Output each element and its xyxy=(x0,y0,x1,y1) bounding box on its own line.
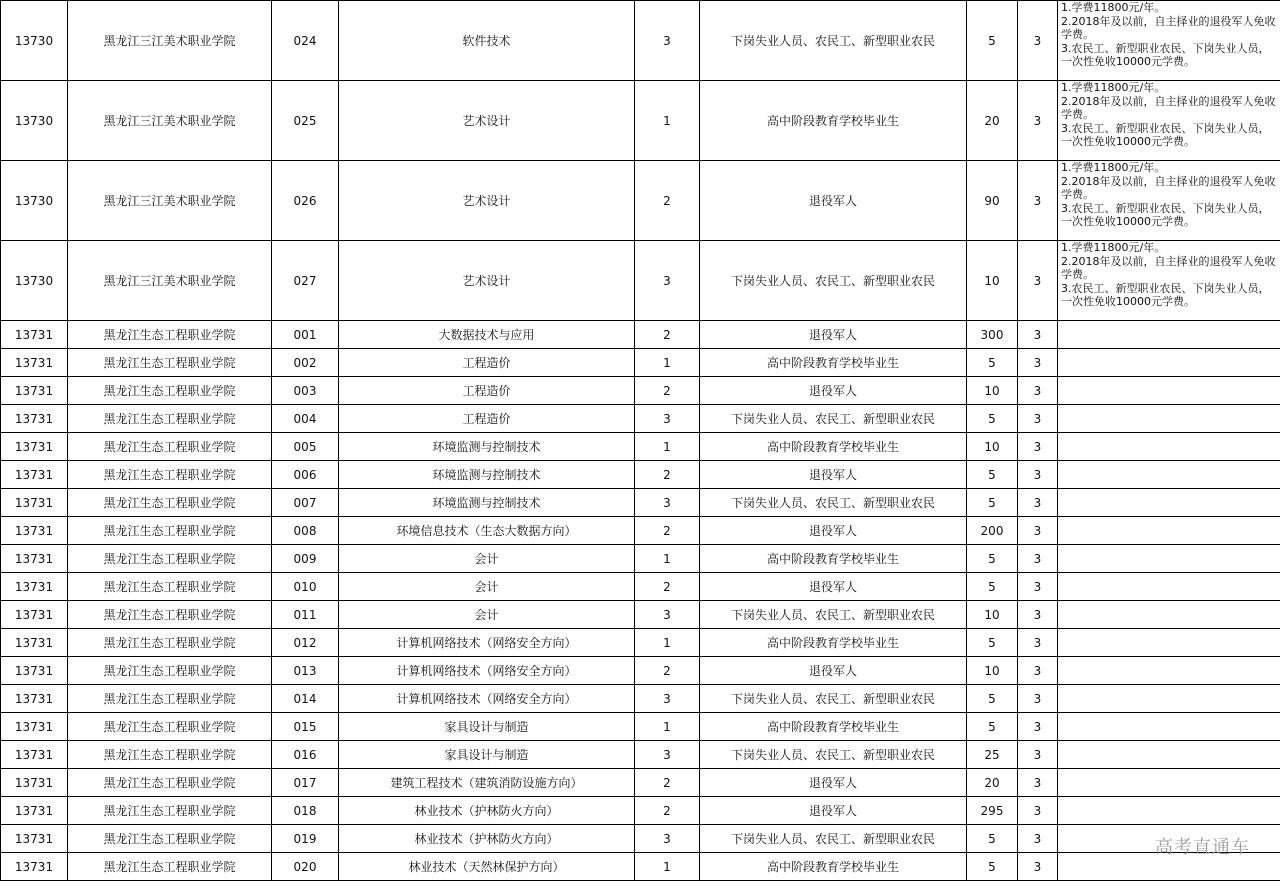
major-name-cell: 会计 xyxy=(339,601,635,629)
duration-cell: 3 xyxy=(1018,349,1058,377)
remarks-cell xyxy=(1058,461,1280,489)
category-cell: 2 xyxy=(635,769,700,797)
remarks-cell xyxy=(1058,713,1280,741)
major-name-cell: 环境监测与控制技术 xyxy=(339,461,635,489)
plan-count-cell: 300 xyxy=(967,321,1018,349)
program-number-cell: 013 xyxy=(272,657,339,685)
major-name-cell: 计算机网络技术（网络安全方向） xyxy=(339,657,635,685)
remark-line: 1.学费11800元/年。 xyxy=(1061,161,1166,174)
duration-cell: 3 xyxy=(1018,741,1058,769)
program-number-cell: 015 xyxy=(272,713,339,741)
table-row xyxy=(1,657,1280,685)
plan-count-cell: 5 xyxy=(967,853,1018,881)
remark-line: 3.农民工、新型职业农民、下岗失业人员，一次性免收10000元学费。 xyxy=(1061,201,1270,228)
plan-count-cell: 5 xyxy=(967,349,1018,377)
category-cell: 2 xyxy=(635,461,700,489)
table-row xyxy=(1,769,1280,797)
table-row xyxy=(1,161,1280,241)
institution-name-cell: 黑龙江生态工程职业学院 xyxy=(68,713,272,741)
plan-count-cell: 20 xyxy=(967,769,1018,797)
duration-cell: 3 xyxy=(1018,545,1058,573)
program-number-cell: 009 xyxy=(272,545,339,573)
duration-cell: 3 xyxy=(1018,629,1058,657)
duration-cell: 3 xyxy=(1018,489,1058,517)
program-number-cell: 008 xyxy=(272,517,339,545)
target-group-cell: 高中阶段教育学校毕业生 xyxy=(700,545,967,573)
remarks-cell xyxy=(1058,769,1280,797)
program-number-cell: 016 xyxy=(272,741,339,769)
duration-cell: 3 xyxy=(1018,685,1058,713)
duration-cell: 3 xyxy=(1018,433,1058,461)
institution-name-cell: 黑龙江生态工程职业学院 xyxy=(68,433,272,461)
target-group-cell: 下岗失业人员、农民工、新型职业农民 xyxy=(700,489,967,517)
plan-count-cell: 5 xyxy=(967,1,1018,81)
table-row xyxy=(1,601,1280,629)
plan-count-cell: 5 xyxy=(967,405,1018,433)
plan-count-cell: 5 xyxy=(967,545,1018,573)
major-name-cell: 家具设计与制造 xyxy=(339,713,635,741)
remark-line: 3.农民工、新型职业农民、下岗失业人员，一次性免收10000元学费。 xyxy=(1061,41,1270,68)
remarks-cell xyxy=(1058,433,1280,461)
category-cell: 2 xyxy=(635,797,700,825)
remark-line: 2.2018年及以前，自主择业的退役军人免收学费。 xyxy=(1061,14,1276,41)
institution-code-cell: 13731 xyxy=(1,433,68,461)
major-name-cell: 工程造价 xyxy=(339,349,635,377)
table-row xyxy=(1,685,1280,713)
institution-name-cell: 黑龙江三江美术职业学院 xyxy=(68,81,272,161)
remarks-cell xyxy=(1058,161,1280,241)
category-cell: 1 xyxy=(635,433,700,461)
target-group-cell: 高中阶段教育学校毕业生 xyxy=(700,853,967,881)
target-group-cell: 下岗失业人员、农民工、新型职业农民 xyxy=(700,405,967,433)
program-number-cell: 027 xyxy=(272,241,339,321)
duration-cell: 3 xyxy=(1018,1,1058,81)
duration-cell: 3 xyxy=(1018,769,1058,797)
category-cell: 2 xyxy=(635,321,700,349)
remarks-cell xyxy=(1058,797,1280,825)
table-row xyxy=(1,489,1280,517)
category-cell: 3 xyxy=(635,405,700,433)
institution-name-cell: 黑龙江生态工程职业学院 xyxy=(68,405,272,433)
program-number-cell: 017 xyxy=(272,769,339,797)
table-row xyxy=(1,545,1280,573)
institution-code-cell: 13730 xyxy=(1,1,68,81)
remarks-cell xyxy=(1058,1,1280,81)
target-group-cell: 下岗失业人员、农民工、新型职业农民 xyxy=(700,825,967,853)
category-cell: 1 xyxy=(635,713,700,741)
target-group-cell: 退役军人 xyxy=(700,797,967,825)
target-group-cell: 下岗失业人员、农民工、新型职业农民 xyxy=(700,601,967,629)
category-cell: 2 xyxy=(635,517,700,545)
institution-code-cell: 13731 xyxy=(1,601,68,629)
major-name-cell: 艺术设计 xyxy=(339,81,635,161)
major-name-cell: 环境信息技术（生态大数据方向） xyxy=(339,517,635,545)
table-row xyxy=(1,713,1280,741)
table-row xyxy=(1,629,1280,657)
category-cell: 1 xyxy=(635,545,700,573)
target-group-cell: 退役军人 xyxy=(700,769,967,797)
category-cell: 1 xyxy=(635,349,700,377)
institution-name-cell: 黑龙江生态工程职业学院 xyxy=(68,853,272,881)
remark-line: 1.学费11800元/年。 xyxy=(1061,241,1166,254)
table-body xyxy=(1,1,1280,881)
table-row xyxy=(1,825,1280,853)
program-number-cell: 020 xyxy=(272,853,339,881)
program-number-cell: 018 xyxy=(272,797,339,825)
program-number-cell: 003 xyxy=(272,377,339,405)
target-group-cell: 退役军人 xyxy=(700,161,967,241)
category-cell: 3 xyxy=(635,601,700,629)
target-group-cell: 退役军人 xyxy=(700,461,967,489)
institution-code-cell: 13731 xyxy=(1,657,68,685)
institution-code-cell: 13731 xyxy=(1,405,68,433)
major-name-cell: 大数据技术与应用 xyxy=(339,321,635,349)
remarks-cell xyxy=(1058,377,1280,405)
program-number-cell: 005 xyxy=(272,433,339,461)
category-cell: 1 xyxy=(635,81,700,161)
plan-count-cell: 5 xyxy=(967,629,1018,657)
institution-code-cell: 13731 xyxy=(1,629,68,657)
target-group-cell: 退役军人 xyxy=(700,377,967,405)
target-group-cell: 高中阶段教育学校毕业生 xyxy=(700,433,967,461)
duration-cell: 3 xyxy=(1018,853,1058,881)
table-row xyxy=(1,853,1280,881)
program-number-cell: 001 xyxy=(272,321,339,349)
remarks-cell xyxy=(1058,321,1280,349)
program-number-cell: 024 xyxy=(272,1,339,81)
institution-name-cell: 黑龙江生态工程职业学院 xyxy=(68,517,272,545)
category-cell: 1 xyxy=(635,853,700,881)
institution-name-cell: 黑龙江生态工程职业学院 xyxy=(68,657,272,685)
program-number-cell: 010 xyxy=(272,573,339,601)
category-cell: 3 xyxy=(635,825,700,853)
major-name-cell: 计算机网络技术（网络安全方向） xyxy=(339,629,635,657)
category-cell: 3 xyxy=(635,741,700,769)
plan-count-cell: 200 xyxy=(967,517,1018,545)
major-name-cell: 环境监测与控制技术 xyxy=(339,433,635,461)
institution-name-cell: 黑龙江生态工程职业学院 xyxy=(68,741,272,769)
duration-cell: 3 xyxy=(1018,657,1058,685)
table-row xyxy=(1,517,1280,545)
table-row xyxy=(1,797,1280,825)
institution-code-cell: 13731 xyxy=(1,545,68,573)
duration-cell: 3 xyxy=(1018,81,1058,161)
target-group-cell: 高中阶段教育学校毕业生 xyxy=(700,349,967,377)
institution-code-cell: 13731 xyxy=(1,461,68,489)
category-cell: 1 xyxy=(635,629,700,657)
plan-count-cell: 10 xyxy=(967,433,1018,461)
institution-name-cell: 黑龙江生态工程职业学院 xyxy=(68,321,272,349)
institution-code-cell: 13731 xyxy=(1,489,68,517)
institution-code-cell: 13730 xyxy=(1,241,68,321)
program-number-cell: 007 xyxy=(272,489,339,517)
institution-name-cell: 黑龙江生态工程职业学院 xyxy=(68,629,272,657)
institution-name-cell: 黑龙江生态工程职业学院 xyxy=(68,377,272,405)
major-name-cell: 工程造价 xyxy=(339,377,635,405)
duration-cell: 3 xyxy=(1018,241,1058,321)
institution-code-cell: 13731 xyxy=(1,741,68,769)
plan-count-cell: 10 xyxy=(967,601,1018,629)
category-cell: 2 xyxy=(635,657,700,685)
category-cell: 3 xyxy=(635,685,700,713)
institution-code-cell: 13730 xyxy=(1,161,68,241)
duration-cell: 3 xyxy=(1018,797,1058,825)
program-number-cell: 025 xyxy=(272,81,339,161)
plan-count-cell: 5 xyxy=(967,489,1018,517)
table-row xyxy=(1,81,1280,161)
program-number-cell: 011 xyxy=(272,601,339,629)
watermark: 高考直通车 xyxy=(1155,837,1250,858)
institution-code-cell: 13731 xyxy=(1,853,68,881)
program-number-cell: 019 xyxy=(272,825,339,853)
duration-cell: 3 xyxy=(1018,405,1058,433)
major-name-cell: 建筑工程技术（建筑消防设施方向） xyxy=(339,769,635,797)
remarks-cell xyxy=(1058,573,1280,601)
target-group-cell: 高中阶段教育学校毕业生 xyxy=(700,81,967,161)
program-number-cell: 002 xyxy=(272,349,339,377)
major-name-cell: 家具设计与制造 xyxy=(339,741,635,769)
major-name-cell: 林业技术（护林防火方向） xyxy=(339,825,635,853)
table-row xyxy=(1,241,1280,321)
major-name-cell: 软件技术 xyxy=(339,1,635,81)
target-group-cell: 退役军人 xyxy=(700,657,967,685)
table-row xyxy=(1,741,1280,769)
institution-code-cell: 13731 xyxy=(1,517,68,545)
institution-code-cell: 13730 xyxy=(1,81,68,161)
duration-cell: 3 xyxy=(1018,573,1058,601)
program-number-cell: 014 xyxy=(272,685,339,713)
duration-cell: 3 xyxy=(1018,713,1058,741)
remarks-cell xyxy=(1058,81,1280,161)
institution-name-cell: 黑龙江生态工程职业学院 xyxy=(68,797,272,825)
institution-code-cell: 13731 xyxy=(1,377,68,405)
institution-name-cell: 黑龙江生态工程职业学院 xyxy=(68,461,272,489)
table-row xyxy=(1,349,1280,377)
institution-name-cell: 黑龙江生态工程职业学院 xyxy=(68,685,272,713)
duration-cell: 3 xyxy=(1018,517,1058,545)
remark-line: 1.学费11800元/年。 xyxy=(1061,1,1166,14)
plan-count-cell: 10 xyxy=(967,377,1018,405)
major-name-cell: 艺术设计 xyxy=(339,161,635,241)
institution-code-cell: 13731 xyxy=(1,349,68,377)
target-group-cell: 下岗失业人员、农民工、新型职业农民 xyxy=(700,241,967,321)
duration-cell: 3 xyxy=(1018,377,1058,405)
duration-cell: 3 xyxy=(1018,321,1058,349)
remarks-cell xyxy=(1058,657,1280,685)
remark-line: 2.2018年及以前，自主择业的退役军人免收学费。 xyxy=(1061,94,1276,121)
remarks-cell xyxy=(1058,405,1280,433)
institution-code-cell: 13731 xyxy=(1,769,68,797)
category-cell: 2 xyxy=(635,573,700,601)
target-group-cell: 退役军人 xyxy=(700,517,967,545)
plan-count-cell: 5 xyxy=(967,713,1018,741)
institution-name-cell: 黑龙江生态工程职业学院 xyxy=(68,601,272,629)
table-row xyxy=(1,405,1280,433)
major-name-cell: 工程造价 xyxy=(339,405,635,433)
target-group-cell: 下岗失业人员、农民工、新型职业农民 xyxy=(700,741,967,769)
duration-cell: 3 xyxy=(1018,161,1058,241)
major-name-cell: 会计 xyxy=(339,573,635,601)
major-name-cell: 计算机网络技术（网络安全方向） xyxy=(339,685,635,713)
major-name-cell: 环境监测与控制技术 xyxy=(339,489,635,517)
category-cell: 2 xyxy=(635,161,700,241)
duration-cell: 3 xyxy=(1018,461,1058,489)
plan-count-cell: 10 xyxy=(967,241,1018,321)
program-number-cell: 006 xyxy=(272,461,339,489)
remarks-cell xyxy=(1058,629,1280,657)
institution-code-cell: 13731 xyxy=(1,685,68,713)
plan-count-cell: 5 xyxy=(967,573,1018,601)
remark-line: 2.2018年及以前，自主择业的退役军人免收学费。 xyxy=(1061,174,1276,201)
plan-count-cell: 5 xyxy=(967,461,1018,489)
table-row xyxy=(1,321,1280,349)
institution-code-cell: 13731 xyxy=(1,797,68,825)
category-cell: 2 xyxy=(635,377,700,405)
target-group-cell: 退役军人 xyxy=(700,573,967,601)
target-group-cell: 高中阶段教育学校毕业生 xyxy=(700,713,967,741)
target-group-cell: 下岗失业人员、农民工、新型职业农民 xyxy=(700,1,967,81)
institution-name-cell: 黑龙江生态工程职业学院 xyxy=(68,573,272,601)
category-cell: 3 xyxy=(635,1,700,81)
category-cell: 3 xyxy=(635,241,700,321)
plan-count-cell: 295 xyxy=(967,797,1018,825)
category-cell: 3 xyxy=(635,489,700,517)
table-row xyxy=(1,461,1280,489)
institution-code-cell: 13731 xyxy=(1,573,68,601)
table-row xyxy=(1,377,1280,405)
target-group-cell: 退役军人 xyxy=(700,321,967,349)
major-name-cell: 会计 xyxy=(339,545,635,573)
institution-code-cell: 13731 xyxy=(1,321,68,349)
program-number-cell: 004 xyxy=(272,405,339,433)
institution-name-cell: 黑龙江生态工程职业学院 xyxy=(68,349,272,377)
major-name-cell: 林业技术（天然林保护方向） xyxy=(339,853,635,881)
remarks-cell xyxy=(1058,545,1280,573)
plan-count-cell: 90 xyxy=(967,161,1018,241)
remark-line: 3.农民工、新型职业农民、下岗失业人员，一次性免收10000元学费。 xyxy=(1061,281,1270,308)
remarks-cell xyxy=(1058,741,1280,769)
institution-name-cell: 黑龙江三江美术职业学院 xyxy=(68,241,272,321)
remarks-cell xyxy=(1058,489,1280,517)
table-row xyxy=(1,573,1280,601)
remark-line: 1.学费11800元/年。 xyxy=(1061,81,1166,94)
institution-name-cell: 黑龙江生态工程职业学院 xyxy=(68,825,272,853)
remarks-cell xyxy=(1058,349,1280,377)
institution-name-cell: 黑龙江生态工程职业学院 xyxy=(68,489,272,517)
table-row xyxy=(1,1,1280,81)
target-group-cell: 高中阶段教育学校毕业生 xyxy=(700,629,967,657)
institution-name-cell: 黑龙江生态工程职业学院 xyxy=(68,545,272,573)
plan-count-cell: 5 xyxy=(967,685,1018,713)
duration-cell: 3 xyxy=(1018,601,1058,629)
program-number-cell: 026 xyxy=(272,161,339,241)
major-name-cell: 艺术设计 xyxy=(339,241,635,321)
duration-cell: 3 xyxy=(1018,825,1058,853)
plan-count-cell: 25 xyxy=(967,741,1018,769)
remark-line: 3.农民工、新型职业农民、下岗失业人员，一次性免收10000元学费。 xyxy=(1061,121,1270,148)
remarks-cell xyxy=(1058,601,1280,629)
remarks-cell xyxy=(1058,685,1280,713)
plan-count-cell: 5 xyxy=(967,825,1018,853)
plan-count-cell: 20 xyxy=(967,81,1018,161)
remarks-cell xyxy=(1058,241,1280,321)
remarks-cell xyxy=(1058,517,1280,545)
institution-name-cell: 黑龙江三江美术职业学院 xyxy=(68,1,272,81)
target-group-cell: 下岗失业人员、农民工、新型职业农民 xyxy=(700,685,967,713)
table-row xyxy=(1,433,1280,461)
remark-line: 2.2018年及以前，自主择业的退役军人免收学费。 xyxy=(1061,254,1276,281)
institution-code-cell: 13731 xyxy=(1,825,68,853)
institution-code-cell: 13731 xyxy=(1,713,68,741)
plan-count-cell: 10 xyxy=(967,657,1018,685)
major-name-cell: 林业技术（护林防火方向） xyxy=(339,797,635,825)
program-number-cell: 012 xyxy=(272,629,339,657)
institution-name-cell: 黑龙江三江美术职业学院 xyxy=(68,161,272,241)
institution-name-cell: 黑龙江生态工程职业学院 xyxy=(68,769,272,797)
